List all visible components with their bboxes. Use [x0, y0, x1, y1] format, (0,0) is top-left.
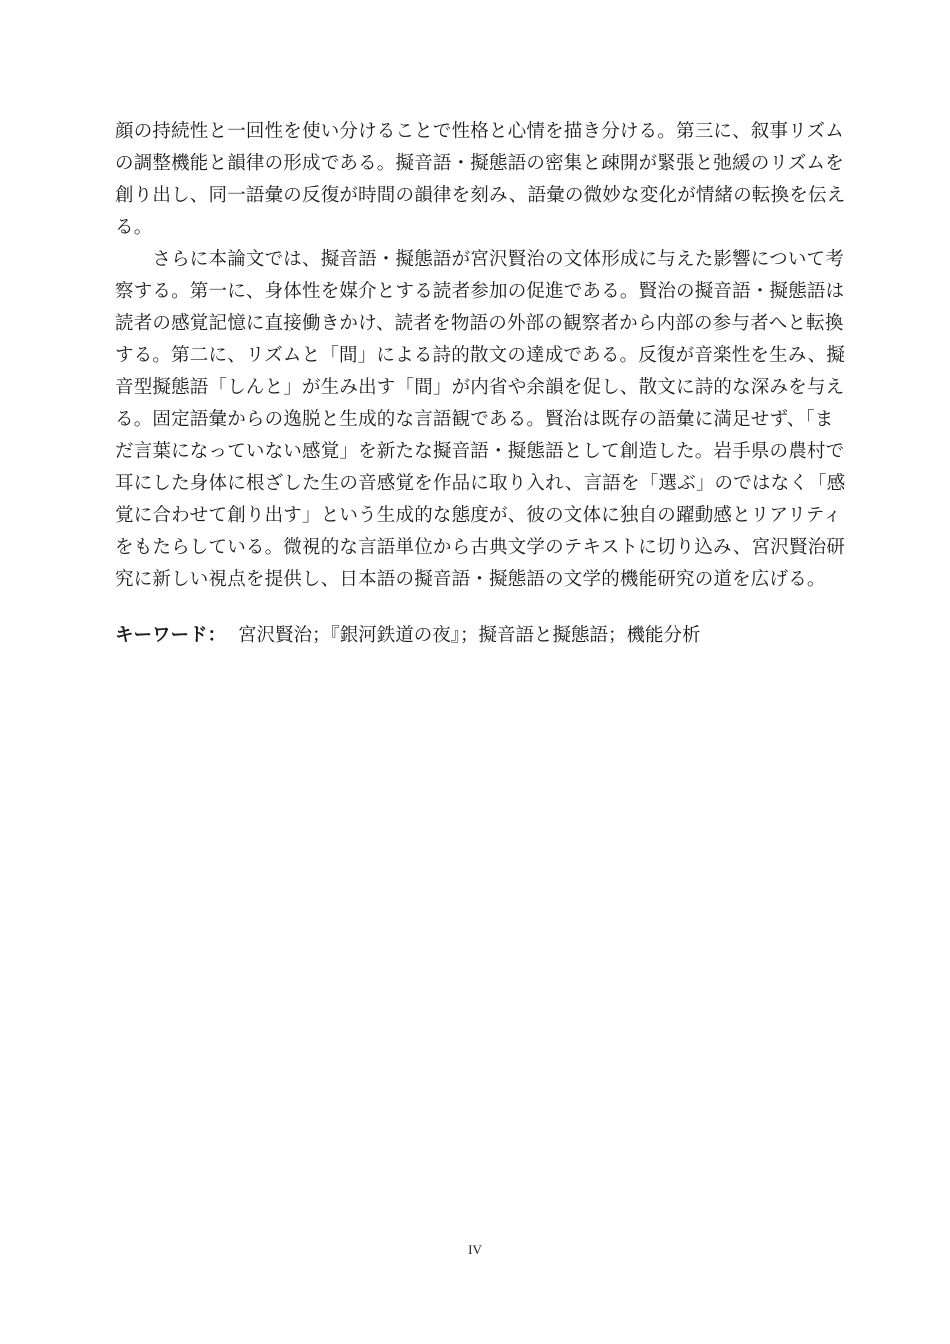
text-line: 音型擬態語「しんと」が生み出す「間」が内省や余韻を促し、散文に詩的な深みを与え	[115, 377, 845, 398]
page-number: IV	[468, 1242, 482, 1257]
text-line: 顔の持続性と一回性を使い分けることで性格と心情を描き分ける。第三に、叙事リズム	[115, 121, 844, 142]
text-line: 耳にした身体に根ざした生の音感覚を作品に取り入れ、言語を「選ぶ」のではなく「感	[115, 473, 846, 494]
text-line: 覚に合わせて創り出す」という生成的な態度が、彼の文体に独自の躍動感とリアリティ	[115, 505, 842, 526]
paragraph-2	[115, 244, 857, 596]
text-line: る。	[115, 217, 153, 238]
text-line: をもたらしている。微視的な言語単位から古典文学のテキストに切り込み、宮沢賢治研	[115, 537, 846, 558]
keywords-label: キーワード：	[115, 625, 227, 646]
text-line: 読者の感覚記憶に直接働きかけ、読者を物語の外部の観察者から内部の参与者へと転換	[115, 313, 844, 334]
text-line: 察する。第一に、身体性を媒介とする読者参加の促進である。賢治の擬音語・擬態語は	[115, 281, 845, 302]
text-line: する。第二に、リズムと「間」による詩的散文の達成である。反復が音楽性を生み、擬	[115, 345, 846, 366]
text-line: 究に新しい視点を提供し、日本語の擬音語・擬態語の文学的機能研究の道を広げる。	[115, 569, 826, 590]
text-line: さらに本論文では、擬音語・擬態語が宮沢賢治の文体形成に与えた影響について考	[115, 249, 844, 270]
keywords-line	[115, 620, 857, 652]
keywords-text: 宮沢賢治；『銀河鉄道の夜』；擬音語と擬態語；機能分析	[238, 625, 701, 646]
abstract-body	[115, 116, 857, 596]
paragraph-1	[115, 116, 857, 244]
text-line: だ言葉になっていない感覚」を新たな擬音語・擬態語として創造した。岩手県の農村で	[115, 441, 845, 462]
text-line: る。固定語彙からの逸脱と生成的な言語観である。賢治は既存の語彙に満足せず、「ま	[115, 409, 834, 430]
text-line: 創り出し、同一語彙の反復が時間の韻律を刻み、語彙の微妙な変化が情緒の転換を伝え	[115, 185, 846, 206]
text-line: の調整機能と韻律の形成である。擬音語・擬態語の密集と疎開が緊張と弛緩のリズムを	[115, 153, 844, 174]
